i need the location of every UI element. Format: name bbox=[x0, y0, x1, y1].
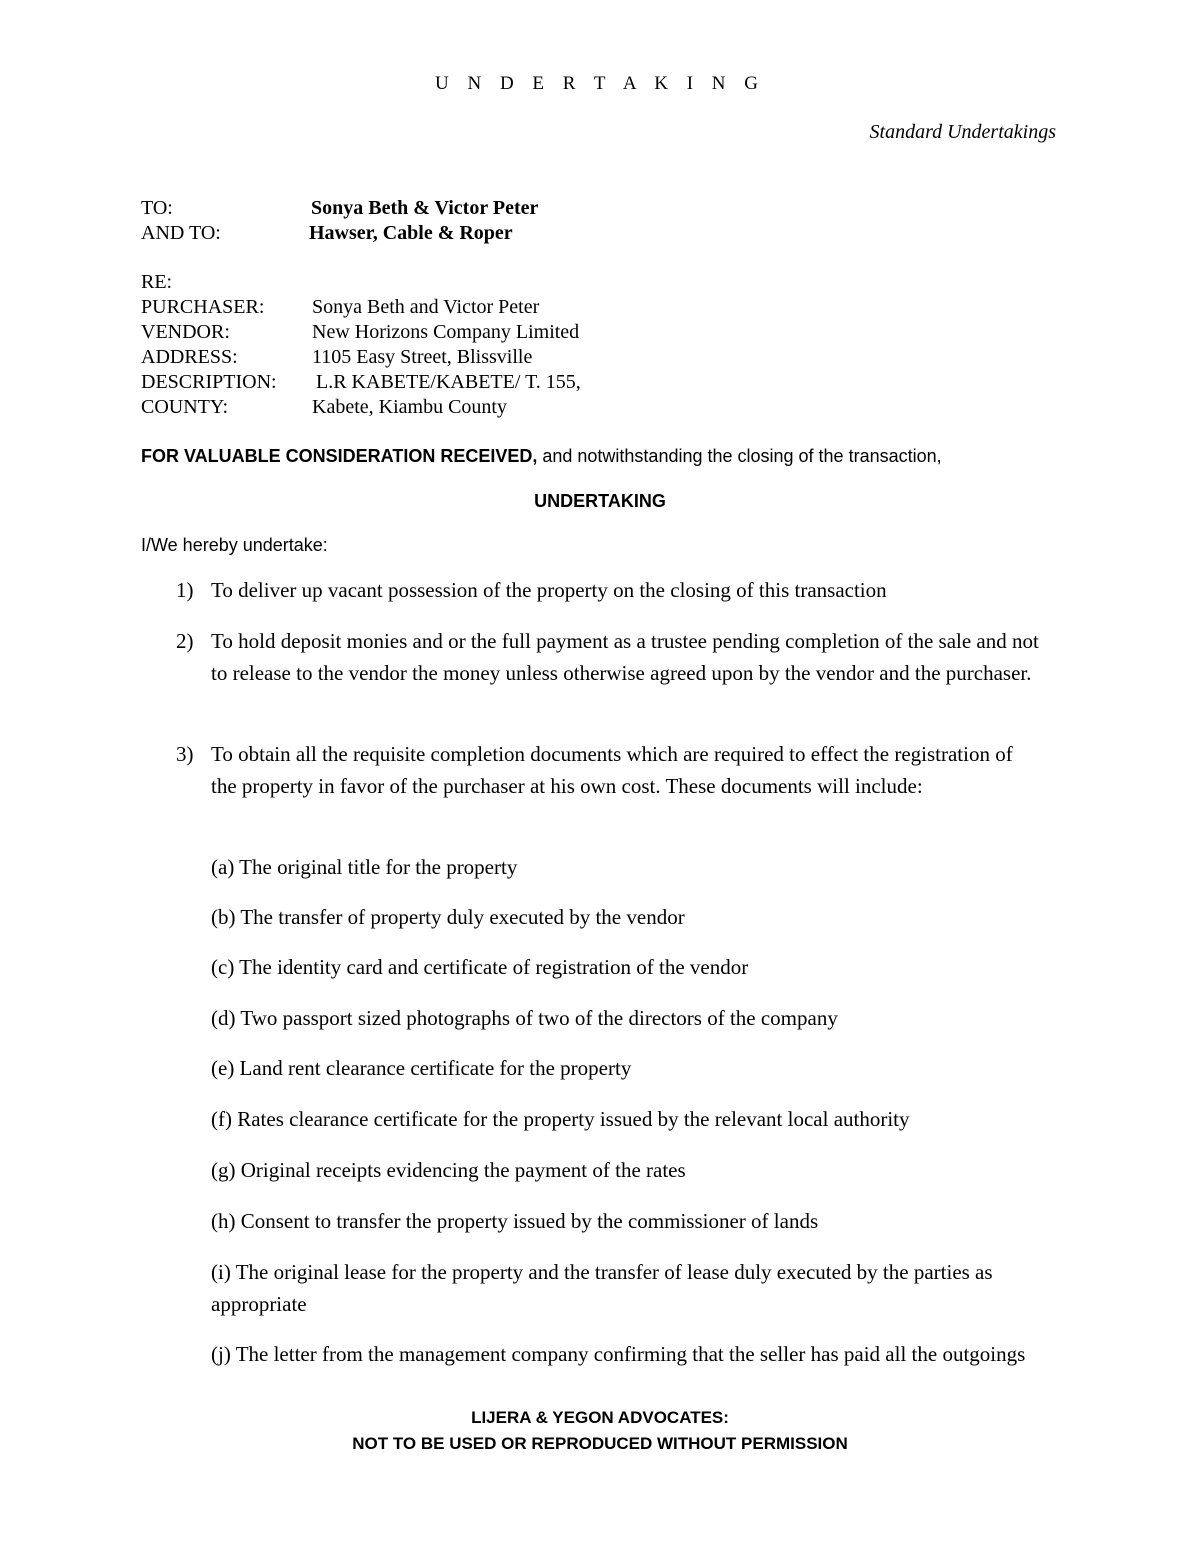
undertaking-number-1: 1) bbox=[176, 578, 194, 602]
addressee-label-to: TO: bbox=[141, 197, 173, 219]
document-item-e: (e) Land rent clearance certificate for the property bbox=[211, 1056, 632, 1080]
document-title: U N D E R T A K I N G bbox=[435, 73, 765, 94]
undertaking-text-3: To obtain all the requisite completion documents which are required to effect the registration of the property in favor of the purchaser at his own cost. These documents will include: bbox=[211, 742, 1013, 798]
consideration-line bbox=[141, 446, 942, 467]
document-item-h: (h) Consent to transfer the property issued by the commissioner of lands bbox=[211, 1209, 819, 1233]
undertaking-text-1: To deliver up vacant possession of the property on the closing of this transaction bbox=[211, 578, 887, 602]
detail-value-vendor: New Horizons Company Limited bbox=[312, 321, 580, 343]
document-item-i: (i) The original lease for the property and the transfer of lease duly executed by the parties as appropriate bbox=[211, 1260, 993, 1316]
detail-label-county: COUNTY: bbox=[141, 396, 229, 418]
detail-label-description: DESCRIPTION: bbox=[141, 371, 277, 393]
document-item-a: (a) The original title for the property bbox=[211, 855, 518, 879]
document-item-g: (g) Original receipts evidencing the payment of the rates bbox=[211, 1158, 686, 1182]
intro-text: I/We hereby undertake: bbox=[141, 535, 328, 555]
detail-value-description: L.R KABETE/KABETE/ T. 155, bbox=[316, 371, 581, 393]
undertaking-text-2: To hold deposit monies and or the full payment as a trustee pending completion of the sale and not to release to the vendor the money unless otherwise agreed upon by the vendor and the purchaser. bbox=[211, 629, 1039, 685]
undertaking-number-2: 2) bbox=[176, 629, 194, 653]
document-item-j: (j) The letter from the management company confirming that the seller has paid all the outgoings bbox=[211, 1342, 1026, 1366]
document-item-b: (b) The transfer of property duly executed by the vendor bbox=[211, 905, 685, 929]
footer-firm: LIJERA & YEGON ADVOCATES: bbox=[471, 1408, 729, 1427]
addressee-value-to: Sonya Beth & Victor Peter bbox=[311, 197, 539, 219]
footer-notice: NOT TO BE USED OR REPRODUCED WITHOUT PERMISSION bbox=[352, 1434, 848, 1453]
addressee-label-and-to: AND TO: bbox=[141, 222, 221, 244]
detail-label-vendor: VENDOR: bbox=[141, 321, 230, 343]
consideration-bold: FOR VALUABLE CONSIDERATION RECEIVED, bbox=[141, 446, 538, 466]
re-label: RE: bbox=[141, 271, 173, 293]
detail-label-purchaser: PURCHASER: bbox=[141, 296, 265, 318]
undertaking-heading: UNDERTAKING bbox=[534, 491, 666, 511]
detail-value-county: Kabete, Kiambu County bbox=[312, 396, 507, 418]
detail-value-purchaser: Sonya Beth and Victor Peter bbox=[312, 296, 540, 318]
addressee-value-and-to: Hawser, Cable & Roper bbox=[309, 222, 513, 244]
consideration-rest: and notwithstanding the closing of the transaction, bbox=[537, 446, 942, 466]
document-item-c: (c) The identity card and certificate of registration of the vendor bbox=[211, 955, 749, 979]
document-subtitle: Standard Undertakings bbox=[869, 121, 1056, 143]
document-item-d: (d) Two passport sized photographs of two of the directors of the company bbox=[211, 1006, 838, 1030]
detail-label-address: ADDRESS: bbox=[141, 346, 238, 368]
undertaking-number-3: 3) bbox=[176, 742, 194, 766]
detail-value-address: 1105 Easy Street, Blissville bbox=[312, 346, 533, 368]
document-item-f: (f) Rates clearance certificate for the property issued by the relevant local authority bbox=[211, 1107, 910, 1131]
